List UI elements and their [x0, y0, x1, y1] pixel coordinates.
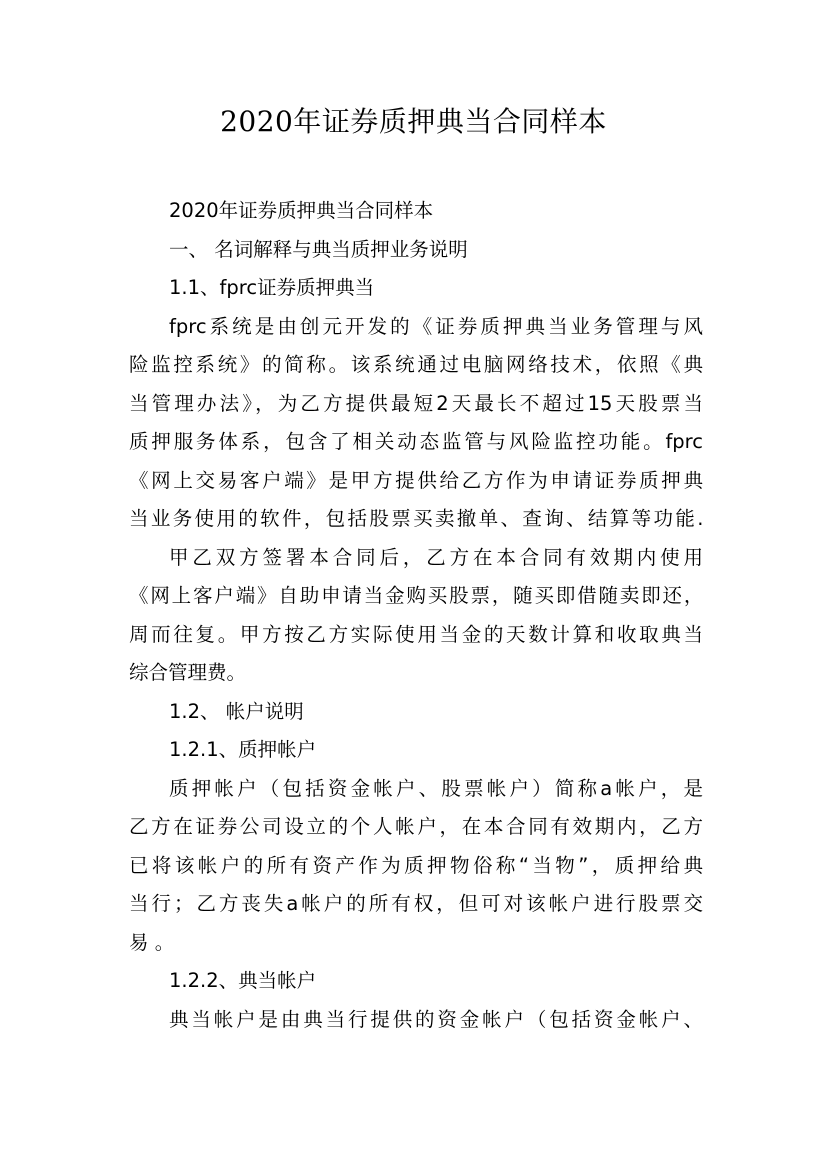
paragraph-line: 当业务使用的软件，包括股票买卖撤单、查询、结算等功能. — [129, 507, 703, 530]
section-heading-1: 一、 名词解释与典当质押业务说明 — [169, 237, 468, 261]
section-heading-1-1: 1.1、fprc证券质押典当 — [169, 276, 375, 299]
paragraph-line: 《网上客户端》自助申请当金购买股票，随买即借随卖即还， — [129, 584, 703, 607]
paragraph-line: 已将该帐户的所有资产作为质押物俗称“当物”，质押给典 — [129, 853, 703, 877]
paragraph-line: 险监控系统》的简称。该系统通过电脑网络技术，依照《典 — [129, 353, 703, 376]
paragraph-line: 综合管理费。 — [129, 661, 247, 684]
subtitle-line: 2020年证券质押典当合同样本 — [169, 199, 434, 222]
paragraph-line: 质押帐户（包括资金帐户、股票帐户）简称a帐户，是 — [169, 776, 703, 800]
paragraph-line: 当行；乙方丧失a帐户的所有权，但可对该帐户进行股票交 — [129, 892, 703, 915]
paragraph-line: 《网上交易客户端》是甲方提供给乙方作为申请证券质押典 — [129, 468, 703, 492]
paragraph-line: fprc系统是由创元开发的《证券质押典当业务管理与风 — [169, 314, 703, 338]
paragraph-line: 典当帐户是由典当行提供的资金帐户（包括资金帐户、 — [169, 1007, 703, 1031]
section-heading-1-2-2: 1.2.2、典当帐户 — [169, 969, 317, 992]
document-title: 2020年证券质押典当合同样本 — [220, 105, 607, 138]
paragraph-line: 乙方在证券公司设立的个人帐户，在本合同有效期内，乙方 — [129, 815, 703, 838]
paragraph-line: 质押服务体系，包含了相关动态监管与风险监控功能。fprc — [129, 430, 703, 453]
paragraph-line: 易 。 — [129, 930, 175, 954]
document-body — [129, 192, 703, 1039]
section-heading-1-2: 1.2、 帐户说明 — [169, 699, 304, 723]
section-heading-1-2-1: 1.2.1、质押帐户 — [169, 738, 317, 761]
paragraph-line: 当管理办法》，为乙方提供最短2天最长不超过15天股票当 — [129, 391, 703, 415]
paragraph-line: 周而往复。甲方按乙方实际使用当金的天数计算和收取典当 — [129, 622, 703, 646]
paragraph-line: 甲乙双方签署本合同后，乙方在本合同有效期内使用 — [169, 545, 703, 569]
